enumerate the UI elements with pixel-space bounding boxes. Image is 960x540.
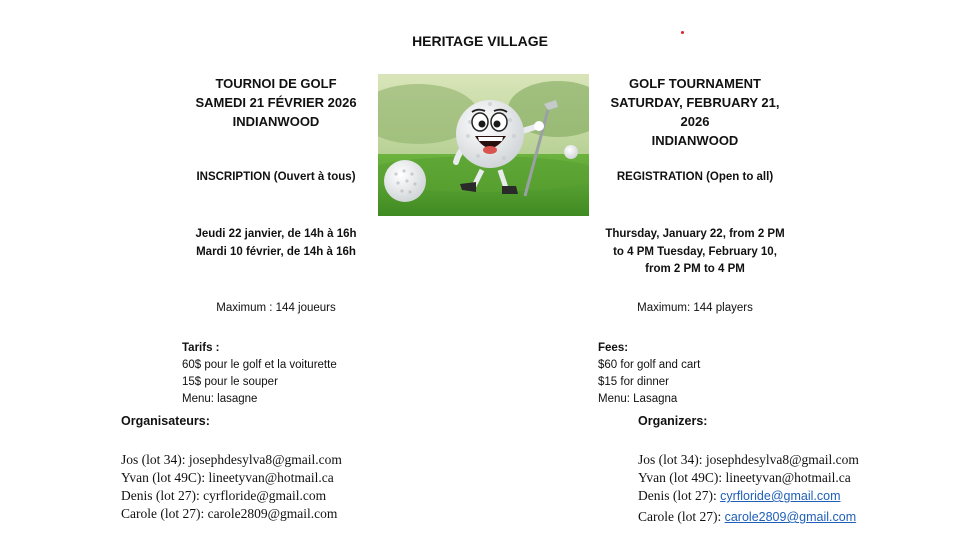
event-date-en: SATURDAY, FEBRUARY 21, [610, 95, 780, 110]
organizer-name: Yvan (lot 49C): [638, 470, 726, 485]
organizers-list-fr [121, 451, 342, 523]
date-line: to 4 PM Tuesday, February 10, [613, 245, 777, 258]
fees-fr [182, 340, 337, 408]
fee-line: 60$ pour le golf et la voiturette [182, 359, 337, 371]
organizers-list-en [638, 451, 859, 526]
event-header-fr [176, 74, 376, 131]
organizer-item [638, 469, 859, 487]
organizer-item [638, 487, 859, 505]
event-title-fr: TOURNOI DE GOLF [215, 76, 337, 91]
event-venue-en: INDIANWOOD [651, 133, 739, 148]
fees-en [598, 340, 700, 408]
registration-fr: INSCRIPTION (Ouvert à tous) [196, 171, 356, 183]
date-line: Mardi 10 février, de 14h à 16h [196, 245, 356, 258]
organizer-item: Denis (lot 27): cyrfloride@gmail.com [121, 488, 327, 503]
registration-dates-fr [176, 226, 376, 261]
organizer-email: josephdesylva8@gmail.com [705, 452, 859, 467]
page-title: HERITAGE VILLAGE [412, 33, 548, 49]
golf-ball-mascot-image [378, 74, 589, 216]
registration-en: REGISTRATION (Open to all) [616, 171, 774, 183]
fee-line: Menu: Lasagna [598, 393, 678, 405]
organizer-email-link[interactable]: carole2809@gmail.com [724, 510, 857, 524]
organizer-name: Denis (lot 27): [638, 488, 721, 503]
fee-line: $60 for golf and cart [598, 359, 701, 371]
fees-label-en: Fees: [598, 342, 629, 354]
date-line: from 2 PM to 4 PM [645, 263, 745, 275]
organizer-item: Carole (lot 27): carole2809@gmail.com [121, 506, 338, 521]
event-year-en: 2026 [680, 114, 710, 129]
maximum-fr: Maximum : 144 joueurs [216, 302, 336, 314]
fees-label-fr: Tarifs : [182, 342, 220, 354]
event-date-fr: SAMEDI 21 FÉVRIER 2026 [195, 95, 357, 110]
red-dot-mark [681, 31, 684, 34]
date-line: Jeudi 22 janvier, de 14h à 16h [195, 228, 357, 240]
organizers-label-en: Organizers: [638, 414, 708, 428]
event-title-en: GOLF TOURNAMENT [629, 76, 761, 91]
fee-line: 15$ pour le souper [182, 376, 278, 388]
event-venue-fr: INDIANWOOD [232, 114, 320, 129]
organizer-item: Jos (lot 34): josephdesylva8@gmail.com [121, 452, 342, 467]
fee-line: Menu: lasagne [182, 393, 258, 405]
date-line: Thursday, January 22, from 2 PM [605, 228, 785, 240]
maximum-en: Maximum: 144 players [637, 302, 753, 314]
organizers-label-fr: Organisateurs: [121, 414, 210, 428]
event-header-en [595, 74, 795, 150]
organizer-item [638, 451, 859, 469]
organizer-name: Carole (lot 27): [638, 509, 725, 524]
organizer-email-link[interactable]: cyrfloride@gmail.com [720, 489, 841, 503]
organizer-email: lineetyvan@hotmail.ca [725, 470, 851, 485]
fee-line: $15 for dinner [598, 376, 669, 388]
organizer-item: Yvan (lot 49C): lineetyvan@hotmail.ca [121, 470, 334, 485]
registration-dates-en [595, 226, 795, 279]
organizer-item [638, 508, 859, 526]
organizer-name: Jos (lot 34): [638, 452, 706, 467]
